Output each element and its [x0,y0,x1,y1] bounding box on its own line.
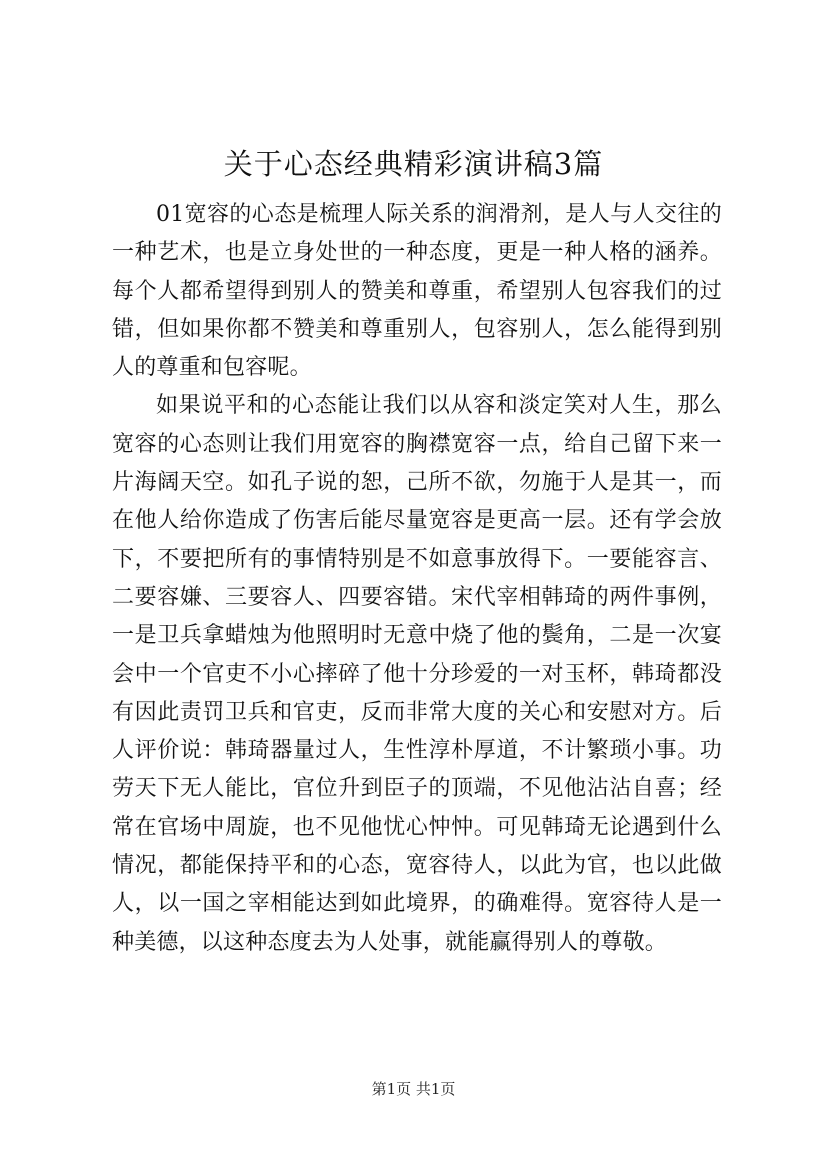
document-title: 关于心态经典精彩演讲稿3篇 [223,147,604,181]
document-body [112,196,722,962]
paragraph-2: 如果说平和的心态能让我们以从容和淡定笑对人生，那么宽容的心态则让我们用宽容的胸襟宽容一点，给自己留下来一片海阔天空。如孔子说的恕，己所不欲，勿施于人是其一，而在他人给你造成了伤害后能尽量宽容是更高一层。还有学会放下，不要把所有的事情特别是不如意事放得下。一要能容言、二要容嫌、三要容人、四要容错。宋代宰相韩琦的两件事例，一是卫兵拿蜡烛为他照明时无意中烧了他的鬓角，二是一次宴会中一个官吏不小心摔碎了他十分珍爱的一对玉杯，韩琦都没有因此责罚卫兵和官吏，反而非常大度的关心和安慰对方。后人评价说：韩琦器量过人，生性淳朴厚道，不计繁琐小事。功劳天下无人能比，官位升到臣子的顶端，不见他沾沾自喜；经常在官场中周旋，也不见他忧心忡忡。可见韩琦无论遇到什么情况，都能保持平和的心态，宽容待人，以此为官，也以此做人，以一国之宰相能达到如此境界，的确难得。宽容待人是一种美德，以这种态度去为人处事，就能赢得别人的尊敬。 [112,393,722,955]
paragraph-1: 01宽容的心态是梳理人际关系的润滑剂，是人与人交往的一种艺术，也是立身处世的一种态度，更是一种人格的涵养。每个人都希望得到别人的赞美和尊重，希望别人包容我们的过错，但如果你都不赞美和尊重别人，包容别人，怎么能得到别人的尊重和包容呢。 [112,202,722,381]
page-footer: 第1页 共1页 [371,1080,456,1098]
